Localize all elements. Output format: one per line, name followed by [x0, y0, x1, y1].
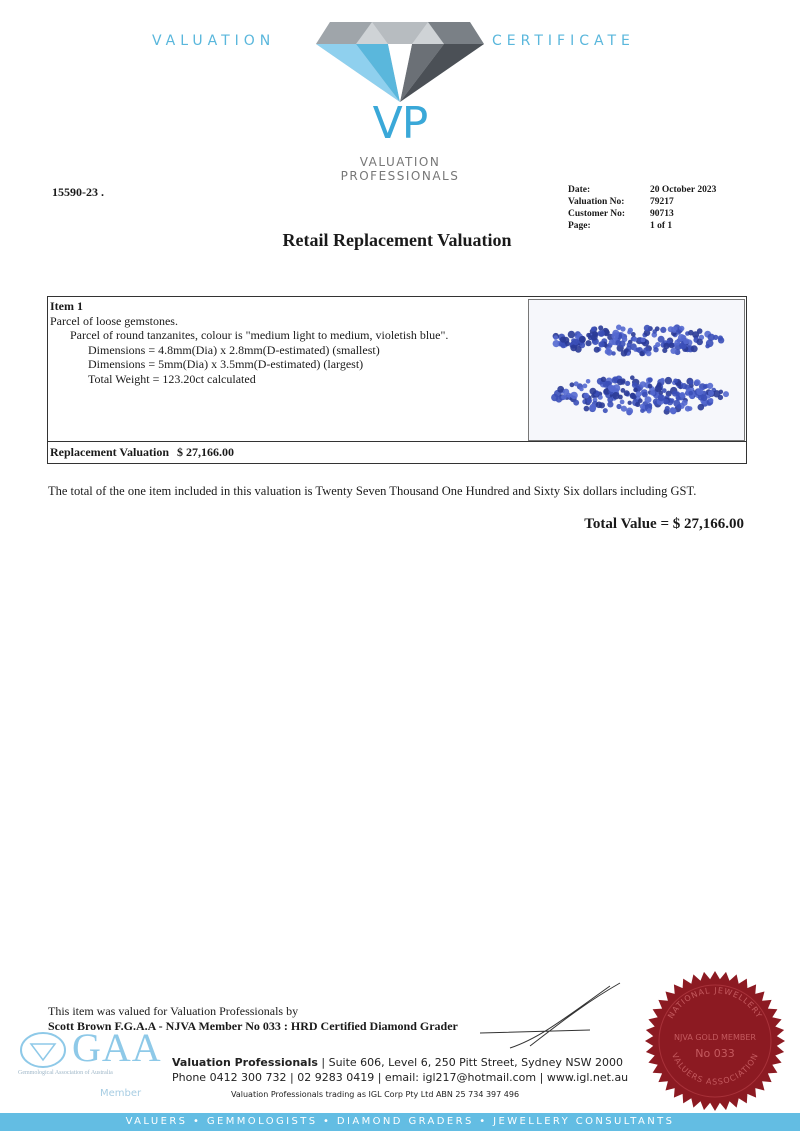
gemstone-dot — [658, 336, 665, 343]
gemstone-dot — [646, 351, 652, 357]
gemstone-dot — [594, 347, 600, 353]
gemstone-dot — [573, 400, 579, 406]
gemstone-dot — [589, 404, 596, 411]
replacement-amount: $ 27,166.00 — [177, 445, 235, 459]
replacement-label: Replacement Valuation — [50, 445, 170, 459]
gemstone-dot — [665, 377, 672, 384]
gemstone-dot — [574, 381, 579, 386]
gemstone-dot — [606, 347, 611, 352]
gemstone-dot — [640, 404, 645, 409]
gemstone-dot — [647, 409, 652, 414]
item-line: Total Weight = 123.20ct calculated — [88, 371, 256, 386]
gemstone-dot — [655, 326, 660, 331]
logo-subtitle-professionals: PROFESSIONALS — [340, 169, 460, 183]
gemstone-dot — [706, 340, 714, 348]
gemstone-dot — [660, 378, 665, 383]
gemstone-dot — [612, 392, 619, 399]
gemstone-dot — [636, 347, 641, 352]
gemstone-dot — [673, 379, 678, 384]
gemstone-dot — [627, 342, 632, 347]
gemstone-dot — [561, 343, 566, 348]
gemstone-dot — [683, 338, 689, 344]
gemstone-dot — [655, 385, 662, 392]
gemstone-dot — [691, 345, 698, 352]
gemstone-dot — [632, 382, 638, 388]
gemstone-dot — [688, 330, 694, 336]
meta-value: 1 of 1 — [650, 221, 673, 231]
meta-label: Customer No: — [568, 209, 626, 219]
gemstone-dot — [585, 340, 591, 346]
gemstone-dot — [640, 381, 646, 387]
company-trading: Valuation Professionals trading as IGL Corp Pty Ltd ABN 25 734 397 496 — [231, 1090, 520, 1099]
tanzanite-parcel-image — [529, 300, 744, 440]
gemstone-dot — [653, 347, 658, 352]
gemstone-dot — [718, 335, 723, 340]
gemstone-dot — [644, 325, 651, 332]
gemstone-dot — [641, 338, 646, 343]
gemstone-dot — [688, 391, 693, 396]
gemstone-dot — [681, 383, 687, 389]
gemstone-dot — [560, 337, 566, 343]
gemstone-dot — [584, 406, 590, 412]
gemstone-dot — [670, 407, 675, 412]
gemstone-dot — [645, 396, 652, 403]
gemstone-dot — [570, 345, 577, 352]
gemstone-dot — [598, 325, 603, 330]
item-line: Dimensions = 4.8mm(Dia) x 2.8mm(D-estimated) (smallest) — [88, 342, 380, 357]
gemstone-dot — [601, 377, 606, 382]
gemstone-dot — [696, 339, 703, 346]
gemstone-dot — [609, 385, 616, 392]
meta-value: 20 October 2023 — [650, 185, 717, 195]
item-line: Dimensions = 5mm(Dia) x 3.5mm(D-estimated) (largest) — [88, 357, 364, 371]
document-title — [0, 230, 800, 251]
meta-row-date — [568, 184, 750, 196]
meta-value: 90713 — [650, 209, 674, 219]
gemstone-dot — [603, 408, 608, 413]
gemstone-dot — [561, 394, 567, 400]
gemstone-dot — [583, 384, 588, 389]
gemstone-dot — [586, 333, 591, 338]
company-name: Valuation Professionals — [172, 1056, 318, 1069]
gemstone-dot — [619, 341, 626, 348]
footer-band: VALUERS • GEMMOLOGISTS • DIAMOND GRADERS • JEWELLERY CONSULTANTS — [0, 1113, 800, 1131]
gemstone-dot — [570, 382, 575, 387]
document-title-text: Retail Replacement Valuation — [282, 230, 512, 250]
gemstone-dot — [620, 400, 625, 405]
gemstone-dot — [648, 384, 653, 389]
item-heading: Item 1 — [50, 299, 83, 313]
gemstone-dot — [625, 381, 630, 386]
gemstone-dot — [596, 402, 603, 409]
item-box — [47, 296, 747, 464]
gemstone-dot — [658, 394, 665, 401]
seal-top-text: NATIONAL JEWELLERY — [666, 985, 764, 1021]
meta-row-customer-no — [568, 208, 750, 220]
gemstone-dot — [611, 351, 615, 355]
gemstone-dot — [591, 327, 596, 332]
gemstone-dot — [719, 390, 723, 394]
logo-subtitle-valuation: VALUATION — [359, 155, 441, 169]
gemstone-dot — [689, 380, 694, 385]
gemstone-dot — [626, 408, 633, 415]
gemstone-dot — [638, 398, 643, 403]
gemstone-dot — [616, 325, 622, 331]
gemstone-dot — [598, 341, 604, 347]
gemstone-dot — [670, 398, 675, 403]
reference-number: 15590-23 . — [52, 185, 104, 199]
company-address — [172, 1056, 623, 1069]
gemstone-dot — [676, 329, 681, 334]
gemstone-dot — [617, 379, 623, 385]
gemstone-dot — [616, 404, 621, 409]
seal-bottom-text: VALUERS ASSOCIATION — [669, 1051, 761, 1087]
address-text: | Suite 606, Level 6, 250 Pitt Street, Sydney NSW 2000 — [317, 1056, 623, 1069]
gemstone-dot — [628, 401, 632, 405]
item-divider — [48, 441, 746, 442]
logo-vp-letters: VP — [372, 98, 428, 149]
meta-block — [568, 184, 750, 232]
gemstone-dot — [679, 392, 685, 398]
item-description — [50, 299, 448, 386]
gemstone-dot — [632, 337, 637, 342]
gemstone-dot — [663, 343, 669, 349]
item-line: Parcel of round tanzanites, colour is "medium light to medium, violetish blue". — [70, 328, 449, 342]
gemstone-dot — [621, 388, 626, 393]
gemstone-dot — [665, 406, 670, 411]
gemstone-dot — [627, 330, 631, 334]
gemstone-dot — [694, 379, 701, 386]
gemstone-dot — [566, 393, 571, 398]
gaa-subtitle: Gemmological Association of Australia — [18, 1070, 113, 1076]
gemstone-dot — [553, 335, 558, 340]
total-sentence: The total of the one item included in this valuation is Twenty Seven Thousand One Hundred and Sixty Six dollars including GST. — [48, 484, 697, 498]
meta-label: Date: — [568, 185, 591, 195]
header-certificate-word: CERTIFICATE — [492, 33, 635, 49]
gemstone-dot — [568, 331, 575, 338]
gemstone-dot — [611, 332, 618, 339]
signature-icon — [470, 978, 630, 1058]
gemstone-dot — [630, 393, 635, 398]
header-valuation-word: VALUATION — [152, 33, 276, 49]
gemstone-dot — [650, 390, 655, 395]
replacement-valuation — [50, 445, 234, 460]
gemstone-dot — [688, 406, 693, 411]
gemstone-dot — [621, 406, 627, 412]
gemstone-dot — [670, 348, 676, 354]
gemstone-dot — [590, 388, 597, 395]
gemstone-dot — [698, 404, 705, 411]
gemstone-dot — [707, 383, 713, 389]
gemstone-dot — [633, 388, 638, 393]
gaa-logo-text: GAA — [72, 1025, 162, 1070]
valued-by-line: This item was valued for Valuation Professionals by — [48, 1004, 299, 1018]
seal-mid2: No 033 — [695, 1047, 735, 1060]
gemstone-dot — [696, 388, 703, 395]
meta-value: 79217 — [650, 197, 674, 207]
gemstone-dot — [607, 397, 613, 403]
gaa-emblem-icon — [18, 1030, 68, 1070]
meta-label: Page: — [568, 221, 591, 231]
gemstone-dot — [586, 379, 591, 384]
gemstone-dot — [553, 340, 560, 347]
gaa-member-label: Member — [100, 1088, 142, 1099]
gemstone-dot — [609, 339, 615, 345]
meta-row-valuation-no — [568, 196, 750, 208]
company-contact: Phone 0412 300 732 | 02 9283 0419 | email: igl217@hotmail.com | www.igl.net.au — [172, 1071, 629, 1084]
item-line: Parcel of loose gemstones. — [50, 313, 178, 328]
diamond-logo-icon — [312, 14, 488, 104]
gemstone-dot — [631, 332, 636, 337]
seal-mid1: NJVA GOLD MEMBER — [674, 1033, 756, 1042]
valuer-credentials: Scott Brown F.G.A.A - NJVA Member No 033 : HRD Certified Diamond Grader — [48, 1019, 458, 1033]
gemstone-dot — [723, 391, 729, 397]
gemstone-dot — [579, 387, 583, 391]
gemstone-photo — [528, 299, 745, 441]
gemstone-dot — [579, 336, 586, 343]
gemstone-dot — [682, 400, 688, 406]
gemstone-dot — [709, 398, 714, 403]
total-value: Total Value = $ 27,166.00 — [584, 516, 744, 532]
gemstone-dot — [598, 330, 605, 337]
gemstone-dot — [648, 377, 653, 382]
gemstone-dot — [660, 327, 666, 333]
gemstone-dot — [713, 335, 718, 340]
gemstone-dot — [701, 395, 707, 401]
gemstone-dot — [655, 342, 660, 347]
gemstone-dot — [586, 398, 592, 404]
gemstone-dot — [591, 334, 598, 341]
gemstone-dot — [621, 350, 627, 356]
njva-seal-icon — [640, 966, 790, 1116]
gemstone-dot — [570, 392, 577, 399]
gemstone-dot — [584, 393, 590, 399]
gemstone-dot — [708, 390, 714, 396]
meta-label: Valuation No: — [568, 197, 625, 207]
